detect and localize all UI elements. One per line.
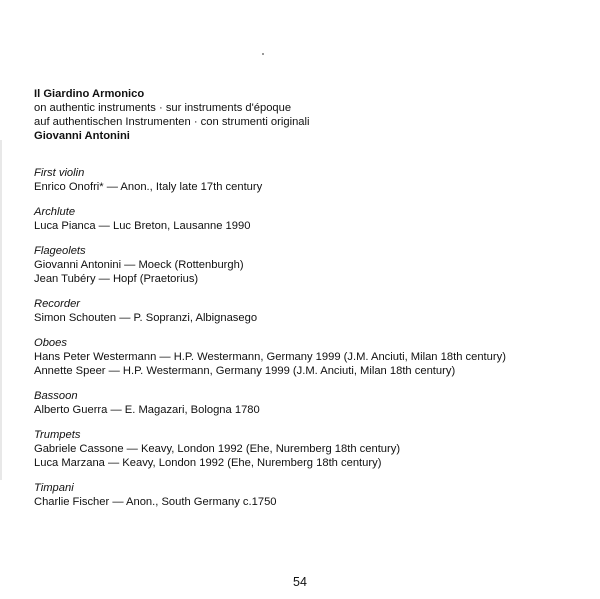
section-title: Archlute (34, 206, 76, 218)
roster-section (34, 244, 506, 286)
section-title: Flageolets (34, 245, 86, 257)
roster-section (34, 166, 506, 194)
ensemble-header (34, 87, 310, 143)
page-number: 54 (293, 575, 307, 589)
musician-entry: Charlie Fischer — Anon., South Germany c.1750 (34, 496, 277, 508)
print-speck (262, 53, 264, 55)
section-title: Bassoon (34, 390, 78, 402)
musician-entry: Simon Schouten — P. Sopranzi, Albignasego (34, 312, 258, 324)
musician-entry: Hans Peter Westermann — H.P. Westermann, Germany 1999 (J.M. Anciuti, Milan 18th century) (34, 351, 506, 363)
roster-section (34, 481, 506, 509)
musician-entry: Jean Tubéry — Hopf (Praetorius) (34, 273, 199, 285)
musician-roster (34, 166, 506, 520)
section-title: First violin (34, 167, 85, 179)
roster-section (34, 297, 506, 325)
musician-entry: Gabriele Cassone — Keavy, London 1992 (Ehe, Nuremberg 18th century) (34, 443, 401, 455)
roster-section (34, 336, 506, 378)
section-title: Oboes (34, 337, 67, 349)
ensemble-name: Il Giardino Armonico (34, 88, 145, 100)
musician-entry: Alberto Guerra — E. Magazari, Bologna 1780 (34, 404, 260, 416)
section-title: Trumpets (34, 429, 81, 441)
director-name: Giovanni Antonini (34, 130, 130, 142)
musician-entry: Giovanni Antonini — Moeck (Rottenburgh) (34, 259, 244, 271)
roster-section (34, 389, 506, 417)
section-title: Timpani (34, 482, 74, 494)
musician-entry: Annette Speer — H.P. Westermann, Germany 1999 (J.M. Anciuti, Milan 18th century) (34, 365, 456, 377)
musician-entry: Enrico Onofri* — Anon., Italy late 17th century (34, 181, 263, 193)
instruments-note-2: auf authentischen Instrumenten · con strumenti originali (34, 116, 310, 128)
musician-entry: Luca Marzana — Keavy, London 1992 (Ehe, Nuremberg 18th century) (34, 457, 382, 469)
scan-edge-shadow (0, 140, 2, 480)
section-title: Recorder (34, 298, 81, 310)
roster-section (34, 428, 506, 470)
instruments-note-1: on authentic instruments · sur instruments d'époque (34, 102, 292, 114)
musician-entry: Luca Pianca — Luc Breton, Lausanne 1990 (34, 220, 251, 232)
roster-section (34, 205, 506, 233)
